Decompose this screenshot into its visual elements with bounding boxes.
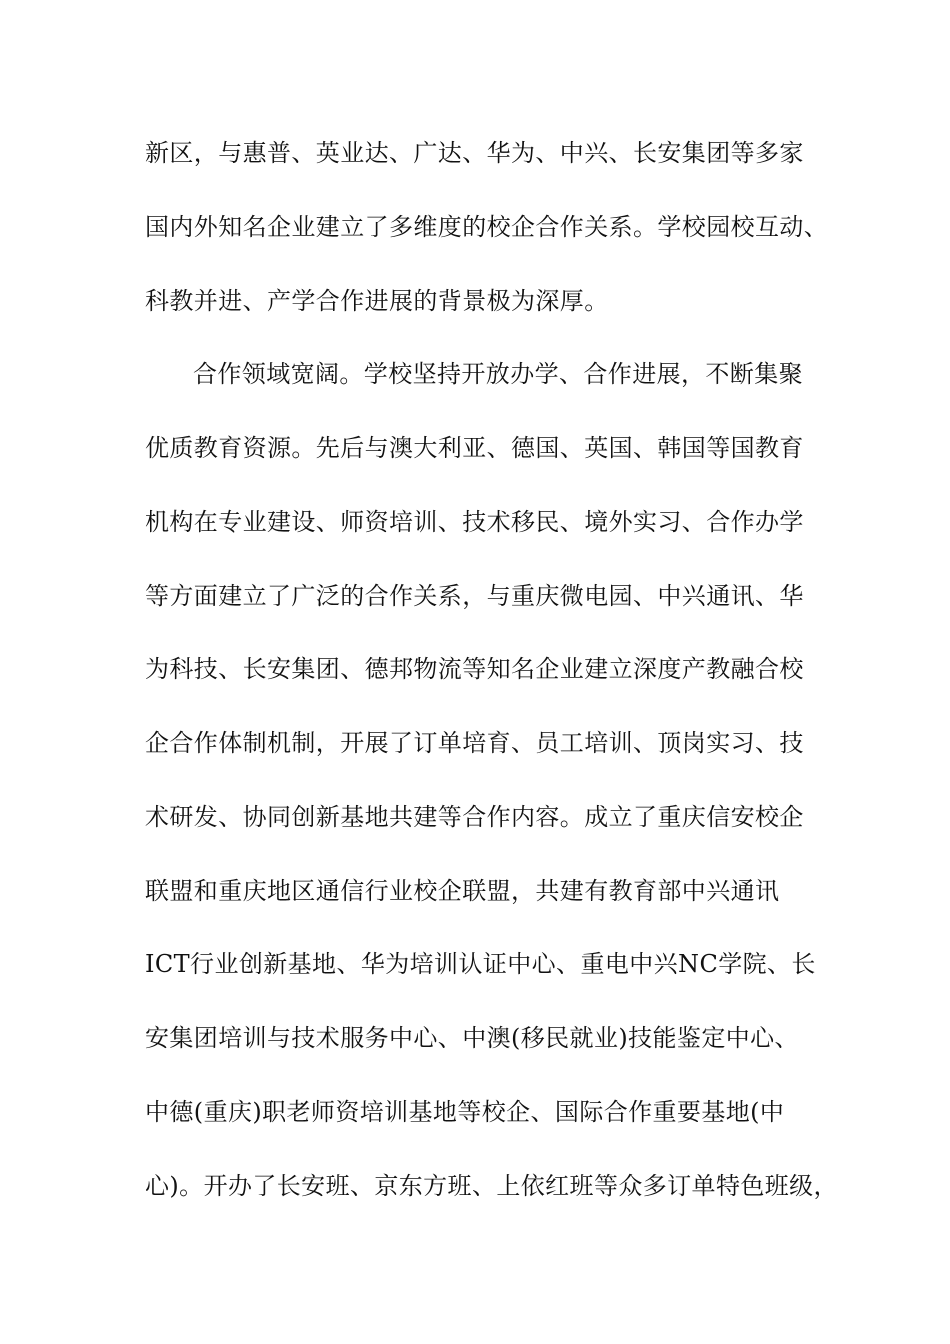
text-line: 等方面建立了广泛的合作关系，与重庆微电园、中兴通讯、华 xyxy=(145,581,804,610)
text-line: 中德(重庆)职老师资培训基地等校企、国际合作重要基地(中 xyxy=(145,1097,785,1126)
text-line: 术研发、协同创新基地共建等合作内容。成立了重庆信安校企 xyxy=(145,802,804,831)
text-line: 安集团培训与技术服务中心、中澳(移民就业)技能鉴定中心、 xyxy=(145,1024,799,1052)
text-line: 机构在专业建设、师资培训、技术移民、境外实习、合作办学 xyxy=(145,507,804,536)
text-line: 科教并进、产学合作进展的背景极为深厚。 xyxy=(145,286,609,315)
text-line: 优质教育资源。先后与澳大利亚、德国、英国、韩国等国教育 xyxy=(145,434,804,462)
text-line: 国内外知名企业建立了多维度的校企合作关系。学校园校互动、 xyxy=(145,212,829,241)
text-line: 企合作体制机制，开展了订单培育、员工培训、顶岗实习、技 xyxy=(145,729,804,757)
body-text xyxy=(145,133,838,1239)
paragraph-start-line: 合作领域宽阔。学校坚持开放办学、合作进展，不断集聚 xyxy=(193,360,803,389)
text-line: 联盟和重庆地区通信行业校企联盟，共建有教育部中兴通讯 xyxy=(145,876,780,905)
text-line: ICT行业创新基地、华为培训认证中心、重电中兴NC学院、长 xyxy=(145,950,816,979)
text-line: 心)。开办了长安班、京东方班、上依红班等众多订单特色班级， xyxy=(145,1171,838,1200)
text-line: 为科技、长安集团、德邦物流等知名企业建立深度产教融合校 xyxy=(145,655,804,684)
text-line: 新区，与惠普、英业达、广达、华为、中兴、长安集团等多家 xyxy=(145,139,804,167)
